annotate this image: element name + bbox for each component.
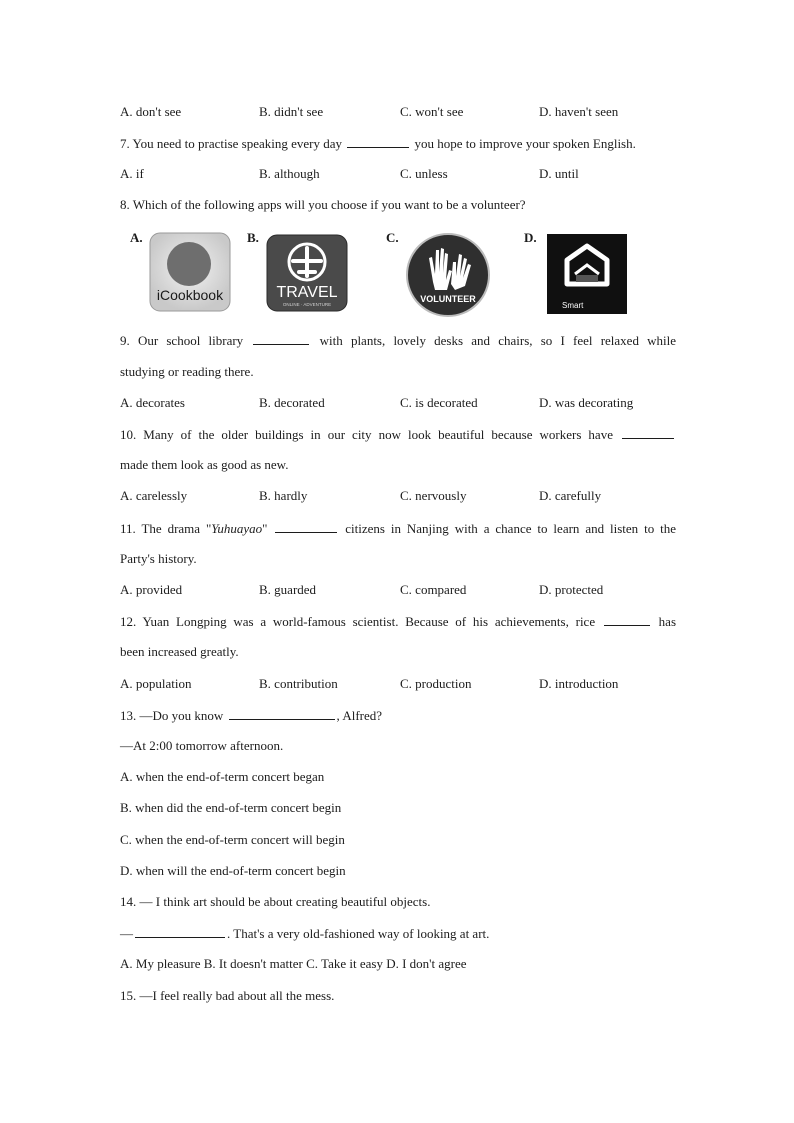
q12-stem — [120, 613, 676, 630]
q10-stem — [120, 426, 676, 443]
q6-option-d[interactable]: D. haven't seen — [539, 104, 619, 119]
q9-stem — [120, 332, 676, 349]
q12-option-d[interactable]: D. introduction — [539, 676, 619, 691]
q8-letter-d: D. — [524, 230, 537, 245]
q6-option-c[interactable]: C. won't see — [400, 104, 464, 119]
q7-option-a[interactable]: A. if — [120, 166, 144, 181]
q9-blank — [253, 332, 309, 345]
q9-option-b[interactable]: B. decorated — [259, 395, 325, 410]
q11-stem-quote: " — [262, 521, 268, 536]
q10-stem-start: 10. Many of the older buildings in our city now look beautiful because workers have — [120, 427, 613, 442]
q14-reply-dash: — — [120, 926, 133, 941]
q13-option-a[interactable]: A. when the end-of-term concert began — [120, 769, 325, 784]
q8-letter-a: A. — [130, 230, 143, 245]
q13-stem — [120, 707, 676, 724]
q11-drama-title: Yuhuayao — [211, 521, 263, 536]
q7-stem-start: 7. You need to practise speaking every day — [120, 136, 343, 151]
q13-option-d[interactable]: D. when will the end-of-term concert begin — [120, 863, 346, 878]
icookbook-app-icon[interactable] — [149, 232, 231, 312]
q7-stem-end: you hope to improve your spoken English. — [414, 136, 636, 151]
q10-option-b[interactable]: B. hardly — [259, 488, 308, 503]
q12-blank — [604, 613, 650, 626]
q11-stem-end: citizens in Nanjing with a chance to learn and listen to the — [345, 521, 677, 536]
q9-option-c[interactable]: C. is decorated — [400, 395, 478, 410]
q11-stem-prefix: 11. The drama " — [120, 521, 212, 536]
q7-stem — [120, 135, 676, 152]
q10-stem-cont: made them look as good as new. — [120, 457, 289, 472]
q9-option-a[interactable]: A. decorates — [120, 395, 185, 410]
q11-option-b[interactable]: B. guarded — [259, 582, 317, 597]
q11-option-c[interactable]: C. compared — [400, 582, 467, 597]
q12-option-b[interactable]: B. contribution — [259, 676, 338, 691]
q7-option-d[interactable]: D. until — [539, 166, 579, 181]
q9-stem-end: with plants, lovely desks and chairs, so I feel relaxed while — [319, 333, 677, 348]
icookbook-logo-text: iCookbook — [156, 287, 224, 303]
q11-stem-start — [120, 521, 267, 536]
q9-stem-cont: studying or reading there. — [120, 364, 254, 379]
smart-logo-text: Smart — [562, 301, 584, 310]
q13-stem-end: , Alfred? — [336, 708, 383, 723]
q12-option-c[interactable]: C. production — [400, 676, 472, 691]
q12-stem-end: has — [658, 614, 677, 629]
q10-option-d[interactable]: D. carefully — [539, 488, 602, 503]
q10-blank — [622, 426, 674, 439]
q14-stem: 14. — I think art should be about creating beautiful objects. — [120, 894, 431, 909]
q14-reply-end: . That's a very old-fashioned way of looking at art. — [227, 926, 490, 941]
travel-logo-subtext: ONLINE · ADVENTURE — [282, 302, 332, 307]
q15-stem: 15. —I feel really bad about all the mess. — [120, 988, 335, 1003]
q12-option-a[interactable]: A. population — [120, 676, 192, 691]
q10-option-c[interactable]: C. nervously — [400, 488, 467, 503]
q6-option-a[interactable]: A. don't see — [120, 104, 182, 119]
q12-stem-cont: been increased greatly. — [120, 644, 239, 659]
travel-app-icon[interactable] — [266, 234, 348, 312]
q11-blank — [275, 520, 337, 533]
q7-option-b[interactable]: B. although — [259, 166, 320, 181]
q6-option-b[interactable]: B. didn't see — [259, 104, 324, 119]
q11-stem — [120, 520, 676, 537]
volunteer-app-icon[interactable] — [405, 232, 491, 318]
q13-reply: —At 2:00 tomorrow afternoon. — [120, 738, 284, 753]
q11-option-a[interactable]: A. provided — [120, 582, 183, 597]
q14-options[interactable]: A. My pleasure B. It doesn't matter C. Take it easy D. I don't agree — [120, 956, 467, 971]
q7-option-c[interactable]: C. unless — [400, 166, 448, 181]
q9-stem-start: 9. Our school library — [120, 333, 244, 348]
smart-home-app-icon[interactable] — [547, 234, 627, 314]
travel-logo-text: TRAVEL — [276, 284, 338, 301]
q11-stem-cont: Party's history. — [120, 551, 197, 566]
q14-blank — [135, 925, 225, 938]
q9-option-d[interactable]: D. was decorating — [539, 395, 634, 410]
q14-reply — [120, 925, 676, 942]
q8-stem: 8. Which of the following apps will you choose if you want to be a volunteer? — [120, 197, 526, 212]
q8-letter-b: B. — [247, 230, 259, 245]
q13-option-c[interactable]: C. when the end-of-term concert will begin — [120, 832, 345, 847]
q13-option-b[interactable]: B. when did the end-of-term concert begin — [120, 800, 342, 815]
q13-stem-start: 13. —Do you know — [120, 708, 224, 723]
q7-blank — [347, 135, 409, 148]
volunteer-logo-text: VOLUNTEER — [420, 294, 476, 304]
q8-letter-c: C. — [386, 230, 399, 245]
q10-option-a[interactable]: A. carelessly — [120, 488, 188, 503]
q13-blank — [229, 707, 335, 720]
q12-stem-start: 12. Yuan Longping was a world-famous scientist. Because of his achievements, rice — [120, 614, 596, 629]
q11-option-d[interactable]: D. protected — [539, 582, 604, 597]
